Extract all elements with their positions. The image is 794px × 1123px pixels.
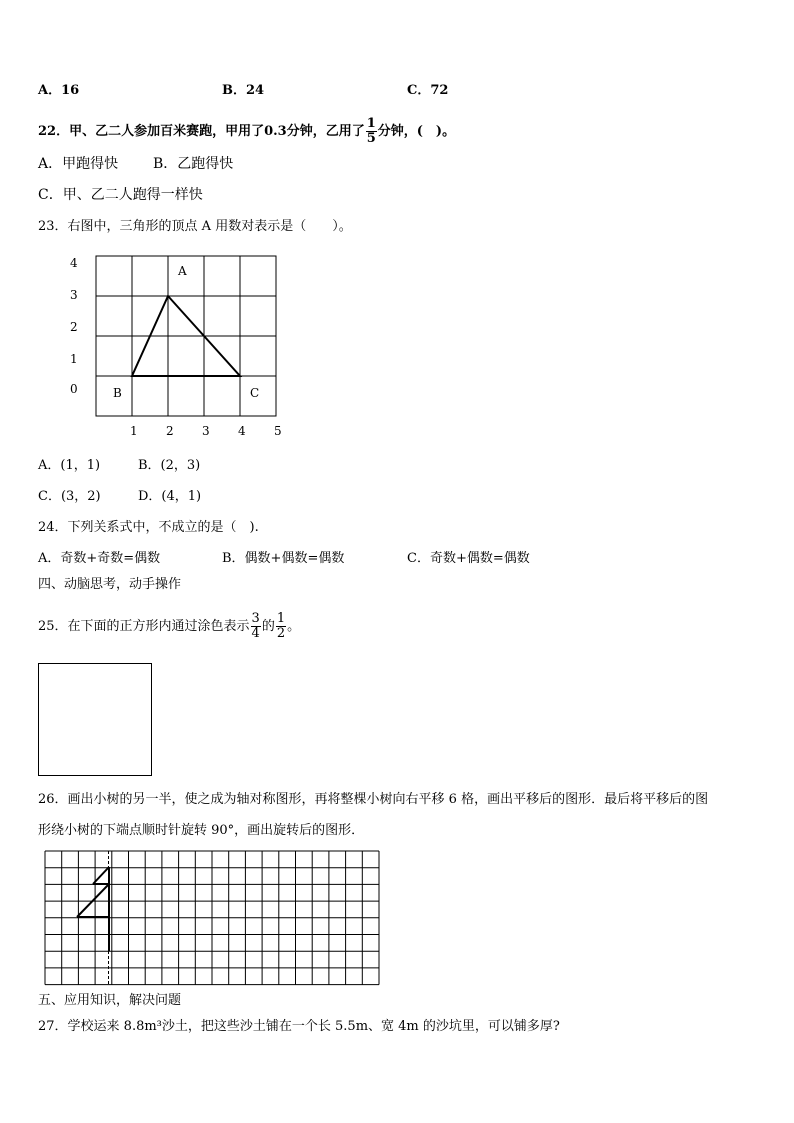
y-label-4: 4 [70,256,78,270]
q22-stem-mid: 分钟，乙用了 [286,124,365,139]
x-label-2: 2 [166,424,174,438]
section-5-heading: 五、应用知识，解决问题 [38,993,182,1008]
q24-option-b: B．偶数+偶数=偶数 [222,551,345,566]
q24-option-c: C．奇数+偶数=偶数 [407,551,530,566]
q22-stem [38,117,455,147]
grid-lines [96,256,276,416]
q26-stem-line-1: 26．画出小树的另一半，使之成为轴对称图形，再将整棵小树向右平移 6 格，画出平移后的图形．最后将平移后的图 [38,792,709,807]
x-label-1: 1 [130,424,138,438]
q25-fraction1-numerator: 3 [251,611,260,626]
q22-option-c: C．甲、乙二人跑得一样快 [38,187,203,203]
section-4-heading: 四、动脑思考，动手操作 [38,577,182,592]
q27-stem: 27．学校运来 8.8m³沙土，把这些沙土铺在一个长 5.5m、宽 4m 的沙坑里，可以铺多厚? [38,1019,560,1034]
q25-fraction-three-quarters [251,612,261,641]
x-label-4: 4 [238,424,246,438]
x-label-5: 5 [274,424,282,438]
q23-coordinate-grid [60,250,300,442]
q21-option-c: C．72 [407,83,449,98]
q24-option-a: A．奇数+奇数=偶数 [38,551,161,566]
q22-stem-before: 22．甲、乙二人参加百米赛跑，甲用了 [38,124,265,139]
q22-fraction-denominator: 5 [366,131,376,146]
q24-stem: 24．下列关系式中，不成立的是（ ). [38,520,259,535]
y-label-0: 0 [70,382,78,396]
half-tree-figure [77,867,109,951]
q25-stem-mid: 的 [261,619,275,634]
q22-minutes: 0.3 [264,124,287,139]
x-label-3: 3 [202,424,210,438]
y-label-1: 1 [70,352,78,366]
q21-option-a: A．16 [38,83,80,98]
y-label-2: 2 [70,320,78,334]
vertex-label-b: B [113,386,122,400]
q26-drawing-grid[interactable] [44,850,384,986]
q23-option-c: C．(3，2) [38,489,101,504]
q25-square[interactable] [38,663,152,776]
q25-fraction-half [276,612,286,641]
q23-option-a: A．(1，1) [38,458,101,473]
q22-fraction-numerator: 1 [366,116,376,131]
q22-option-b: B．乙跑得快 [153,156,234,172]
q22-fraction [366,117,377,146]
q23-option-d: D．(4，1) [138,489,202,504]
vertex-label-a: A [178,264,187,278]
vertex-label-c: C [250,386,260,400]
q25-fraction1-denominator: 4 [251,626,260,641]
q25-stem [38,610,300,644]
y-label-3: 3 [70,288,78,302]
q25-stem-before: 25．在下面的正方形内通过涂色表示 [38,619,250,634]
q22-stem-after: 分钟，( )。 [377,124,456,139]
q26-stem-line-2: 形绕小树的下端点顺时针旋转 90°，画出旋转后的图形． [38,823,365,838]
q25-fraction2-numerator: 1 [276,611,286,626]
q23-option-b: B．(2，3) [138,458,201,473]
q25-fraction2-denominator: 2 [276,626,286,641]
q25-stem-after: 。 [287,619,301,634]
q23-stem: 23．右图中，三角形的顶点 A 用数对表示是（ ）。 [38,219,352,234]
q22-option-a: A．甲跑得快 [38,156,119,172]
q21-option-b: B．24 [222,83,265,98]
